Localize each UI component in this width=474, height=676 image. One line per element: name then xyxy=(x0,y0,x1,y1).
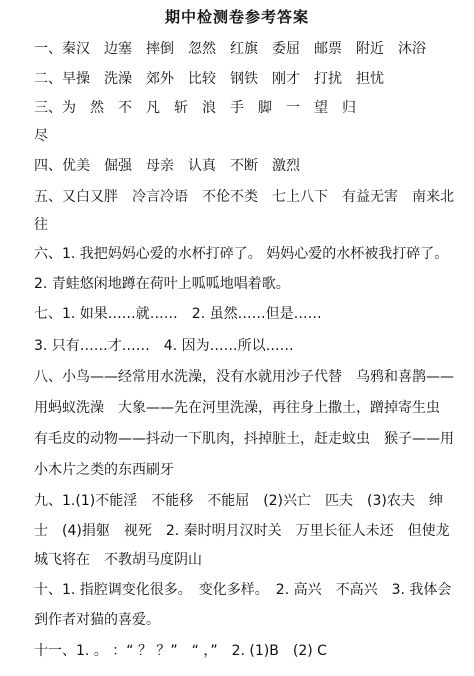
answer-line-3: 三、为 然 不 凡 斩 浪 手 脚 一 望 归 xyxy=(34,100,356,116)
answer-line-9: 2. 青蛙悠闲地蹲在荷叶上呱呱地唱着歌。 xyxy=(34,276,290,292)
answer-line-16: 九、1.(1)不能淫 不能移 不能屈 (2)兴亡 匹夫 (3)农夫 绅 xyxy=(34,493,443,509)
answer-line-13: 用蚂蚁洗澡 大象——先在河里洗澡，再往身上撒土，蹭掉寄生虫 xyxy=(34,400,440,416)
answer-line-10: 七、1. 如果……就…… 2. 虽然……但是…… xyxy=(34,306,322,322)
answer-line-12: 八、小鸟——经常用水洗澡，没有水就用沙子代替 乌鸦和喜鹊—— xyxy=(34,369,454,385)
answer-line-5: 四、优美 倔强 母亲 认真 不断 激烈 xyxy=(34,158,300,174)
answer-line-1: 一、秦汉 边塞 摔倒 忽然 红旗 委屈 邮票 附近 沐浴 xyxy=(34,41,426,57)
answer-line-15: 小木片之类的东西刷牙 xyxy=(34,462,174,478)
answer-line-2: 二、早操 洗澡 郊外 比较 钢铁 刚才 打扰 担忧 xyxy=(34,71,384,87)
answer-line-21: 十一、1. 。 ：“ ？ ？” “ ，” 2. (1)B (2) C xyxy=(34,643,327,659)
answer-line-11: 3. 只有……才…… 4. 因为……所以…… xyxy=(34,338,294,354)
answer-line-4: 尽 xyxy=(34,128,48,144)
answer-line-7: 往 xyxy=(34,217,48,233)
answer-line-6: 五、又白又胖 冷言冷语 不伦不类 七上八下 有益无害 南来北 xyxy=(34,189,454,205)
answer-line-17: 士 (4)捐躯 视死 2. 秦时明月汉时关 万里长征人未还 但使龙 xyxy=(34,523,450,539)
answer-line-20: 到作者对猫的喜爱。 xyxy=(34,612,160,628)
answer-line-8: 六、1. 我把妈妈心爱的水杯打碎了。 妈妈心爱的水杯被我打碎了。 xyxy=(34,246,449,262)
page-title: 期中检测卷参考答案 xyxy=(164,8,309,26)
answer-line-19: 十、1. 指腔调变化很多。 变化多样。 2. 高兴 不高兴 3. 我体会 xyxy=(34,582,452,598)
answer-line-14: 有毛皮的动物——抖动一下肌肉，抖掉脏土，赶走蚊虫 猴子——用 xyxy=(34,431,454,447)
answer-line-18: 城飞将在 不教胡马度阴山 xyxy=(34,552,202,568)
